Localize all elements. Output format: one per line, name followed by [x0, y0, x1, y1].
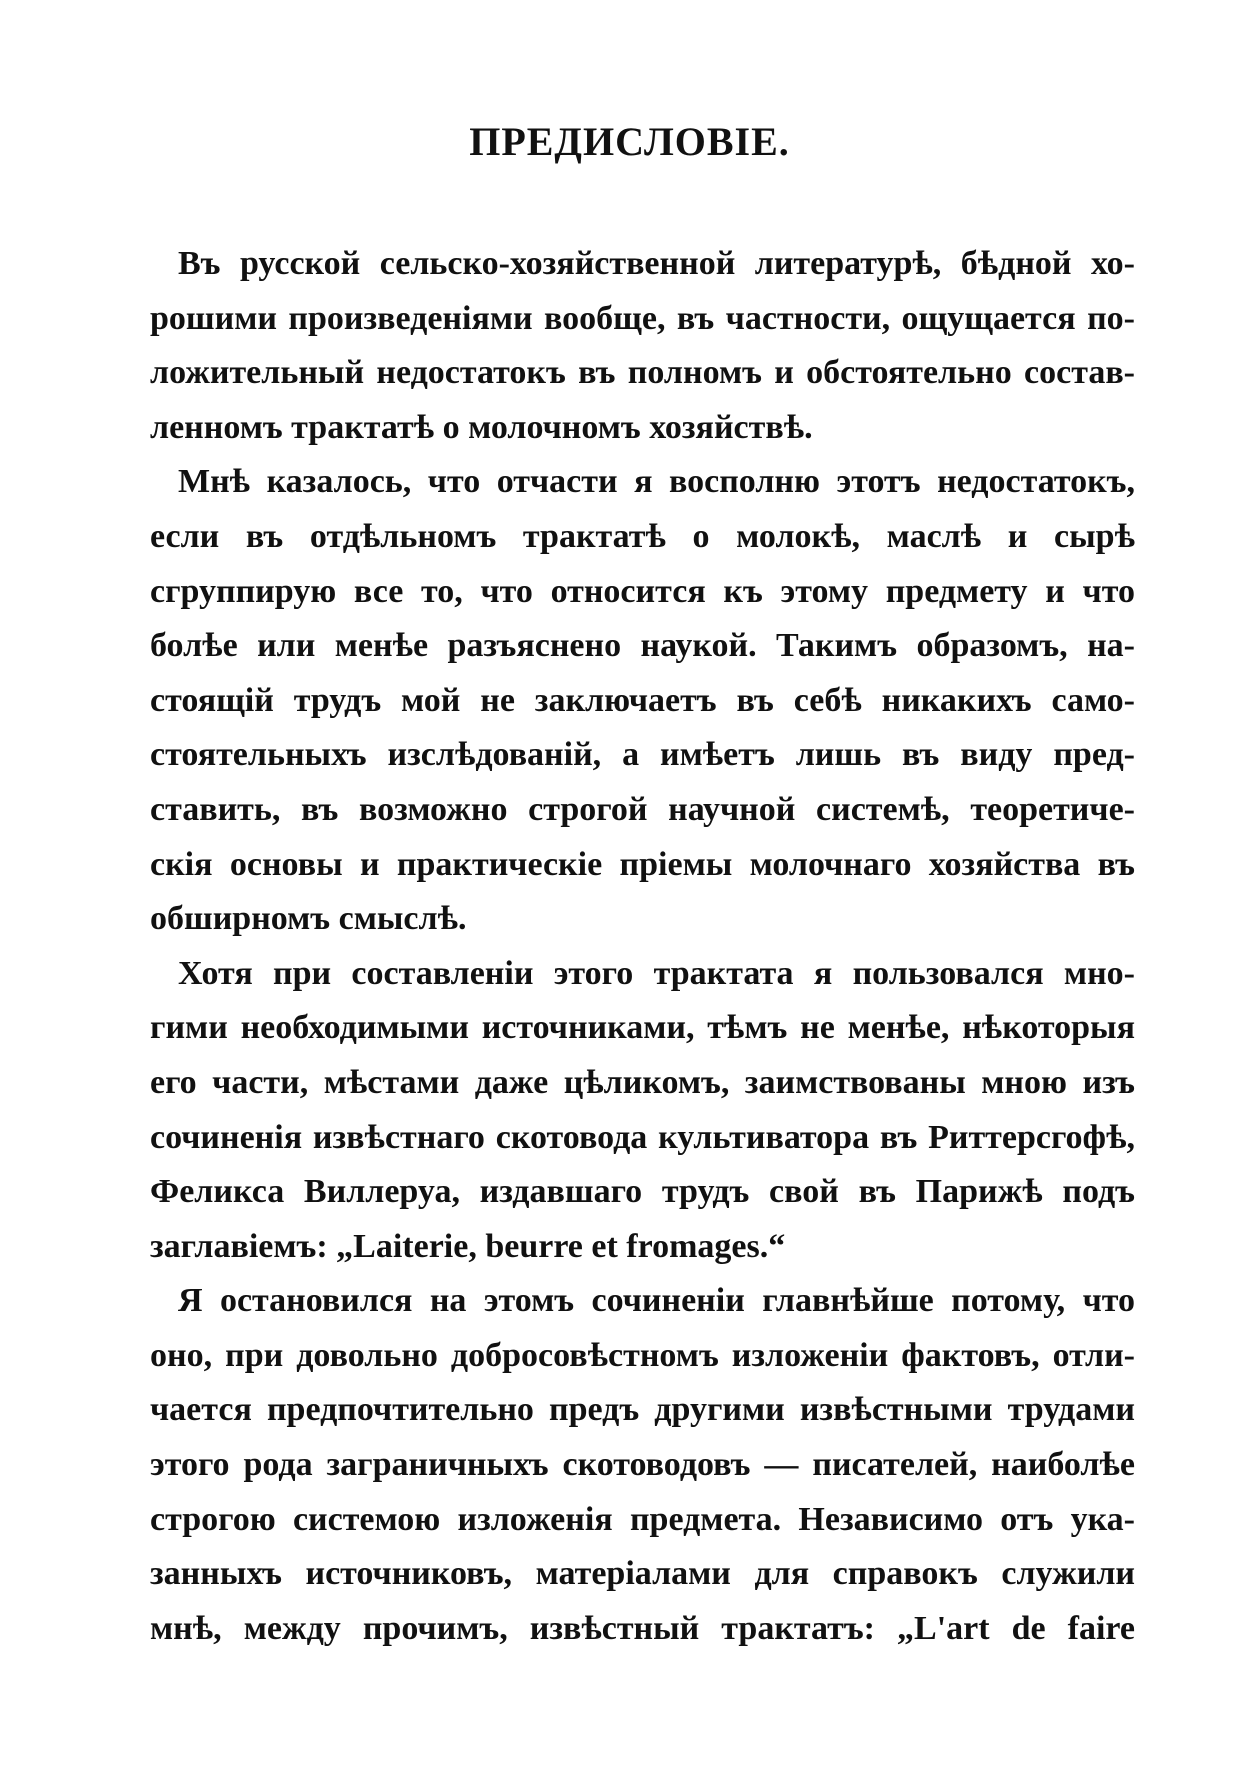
- text-line: если въ отдѣльномъ трактатѣ о молокѣ, маслѣ и сырѣ: [150, 517, 1135, 555]
- text-line: его части, мѣстами даже цѣликомъ, заимствованы мною изъ: [150, 1063, 1135, 1101]
- text-line: рошими произведеніями вообще, въ частности, ощущается по-: [150, 299, 1135, 337]
- text-line: мнѣ, между прочимъ, извѣстный трактатъ: „L'art de faire: [150, 1609, 1135, 1647]
- text-line: обширномъ смыслѣ.: [150, 900, 467, 938]
- paragraph-2: [150, 455, 1135, 946]
- text-line: скія основы и практическіе пріемы молочнаго хозяйства въ: [150, 845, 1135, 883]
- text-line: стоятельныхъ изслѣдованій, а имѣетъ лишь въ виду пред-: [150, 736, 1135, 774]
- text-line: Въ русской сельско-хозяйственной литературѣ, бѣдной хо-: [178, 245, 1135, 282]
- paragraph-1: [150, 237, 1135, 455]
- text-line: Я остановился на этомъ сочиненіи главнѣйше потому, что: [178, 1282, 1135, 1320]
- paragraph-3: [150, 947, 1135, 1275]
- text-line: болѣе или менѣе разъяснено наукой. Такимъ образомъ, на-: [150, 627, 1135, 665]
- text-line: сгруппирую все то, что относится къ этому предмету и что: [150, 572, 1135, 610]
- text-line: оно, при довольно добросовѣстномъ изложеніи фактовъ, отли-: [150, 1336, 1135, 1374]
- text-line: ленномъ трактатѣ о молочномъ хозяйствѣ.: [150, 408, 813, 446]
- body-text: [150, 237, 1135, 1656]
- paragraph-4: [150, 1274, 1135, 1656]
- text-line: ложительный недостатокъ въ полномъ и обстоятельно состав-: [150, 354, 1135, 392]
- text-line: чается предпочтительно предъ другими извѣстными трудами: [150, 1391, 1135, 1429]
- page-title: ПРЕДИСЛОВІЕ.: [469, 119, 790, 164]
- text-line: Хотя при составленіи этого трактата я пользовался мно-: [178, 954, 1135, 992]
- text-line: сочиненія извѣстнаго скотовода культиватора въ Риттерсгофѣ,: [150, 1118, 1135, 1156]
- text-line: строгою системою изложенія предмета. Независимо отъ ука-: [150, 1500, 1135, 1538]
- text-line: Мнѣ казалось, что отчасти я восполню этотъ недостатокъ,: [178, 463, 1135, 501]
- text-line: заглавіемъ: „Laiterie, beurre et fromages.“: [150, 1227, 786, 1265]
- text-line: ставить, въ возможно строгой научной системѣ, теоретиче-: [150, 790, 1135, 828]
- text-line: занныхъ источниковъ, матеріалами для справокъ служили: [150, 1555, 1135, 1593]
- text-line: этого рода заграничныхъ скотоводовъ — писателей, наиболѣе: [150, 1446, 1135, 1484]
- text-line: гими необходимыми источниками, тѣмъ не менѣе, нѣкоторыя: [150, 1009, 1135, 1047]
- text-line: стоящій трудъ мой не заключаетъ въ себѣ никакихъ само-: [150, 681, 1135, 719]
- text-line: Феликса Виллеруа, издавшаго трудъ свой въ Парижѣ подъ: [150, 1173, 1135, 1211]
